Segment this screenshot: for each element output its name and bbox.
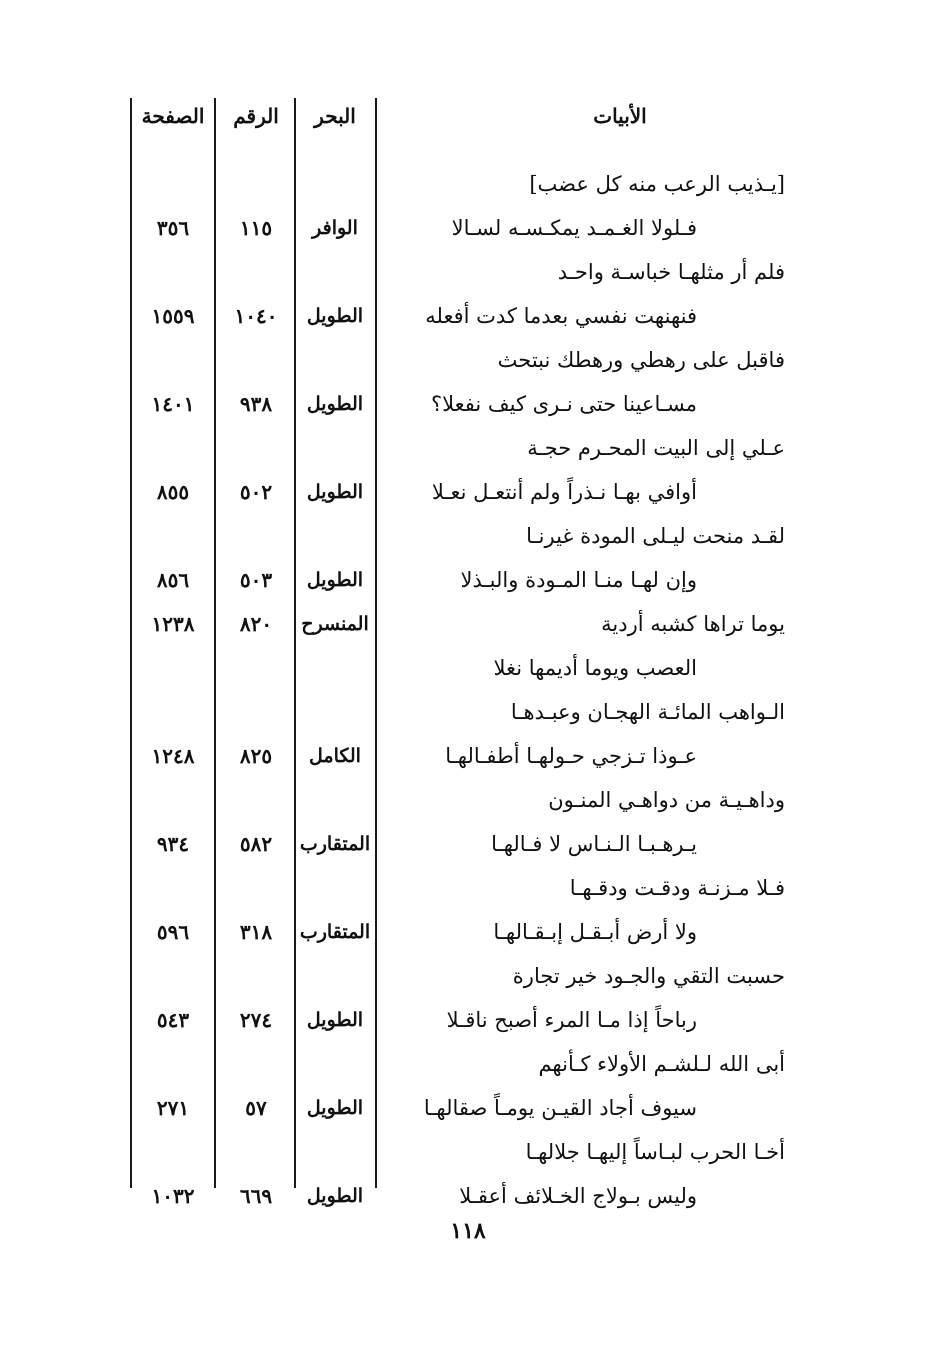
verse-line: سيوف أجاد القيـن يومـاً صقالهـا [423,1096,697,1120]
verse-line: ولا أرض أبـقـل إبـقـالهـا [493,920,697,944]
page-cell: ٢٧١ [156,1096,190,1120]
page-cell: ١٥٥٩ [151,304,195,328]
meter-cell: الطويل [306,1009,364,1031]
table-row [0,910,937,954]
page-cell: ١٢٤٨ [151,744,195,768]
meter-cell: الطويل [306,305,364,327]
table-row [0,822,937,866]
verse-line: [يـذيب الرعب منه كل عضب] [529,172,785,196]
table-row [0,954,937,998]
page-number: ١١٨ [450,1218,486,1244]
verse-line: وداهـيـة من دواهـي المنـون [548,788,785,812]
verse-line: يوما تراها كشبه أردية [601,612,785,636]
table-row [0,382,937,426]
verse-line: يـرهـبـا الـنـاس لا فـالهـا [491,832,697,856]
meter-cell: الطويل [306,393,364,415]
page-cell: ١٠٣٢ [151,1184,195,1208]
header-verses: الأبيات [593,104,647,128]
page-cell: ٥٩٦ [156,920,190,944]
verse-line: وإن لهـا منـا المـودة والبـذلا [460,568,697,592]
page-cell: ١٢٣٨ [151,612,195,636]
number-cell: ٢٧٤ [239,1008,273,1032]
table-row [0,1174,937,1218]
table-row [0,1042,937,1086]
meter-cell: الطويل [306,569,364,591]
number-cell: ٦٦٩ [239,1184,273,1208]
number-cell: ١٠٤٠ [234,304,278,328]
verse-line: أخـا الحرب لبـاساً إليهـا جلالهـا [525,1140,785,1164]
meter-cell: المنسرح [301,613,369,635]
table-row [0,690,937,734]
number-cell: ٥٠٣ [239,568,273,592]
table-row [0,162,937,206]
verse-line: فلم أر مثلهـا خباسـة واحـد [557,260,785,284]
meter-cell: الطويل [306,481,364,503]
table-row [0,250,937,294]
page-cell: ٣٥٦ [156,216,190,240]
verse-line: لقـد منحت ليـلى المودة غيرنـا [526,524,785,548]
verse-line: الـواهب المائـة الهجـان وعبـدهـا [510,700,785,724]
table-row [0,514,937,558]
table-row [0,778,937,822]
page-cell: ٩٣٤ [156,832,190,856]
header-number: الرقم [233,104,279,128]
meter-cell: الطويل [306,1185,364,1207]
number-cell: ٥٠٢ [239,480,273,504]
table-row [0,558,937,602]
header-page: الصفحة [141,104,205,128]
number-cell: ٥٧ [245,1096,267,1120]
number-cell: ٨٢٥ [239,744,273,768]
header-meter: البحر [314,104,356,128]
table-row [0,470,937,514]
verse-line: فنهنهت نفسي بعدما كدت أفعله [425,304,697,328]
table-row [0,426,937,470]
meter-cell: الكامل [309,745,361,767]
verse-line: حسبت التقي والجـود خير تجارة [512,964,785,988]
meter-cell: الوافر [312,217,358,239]
table-row [0,734,937,778]
verse-line: مسـاعينا حتى نـرى كيف نفعلا؟ [430,392,697,416]
verse-line: عـوذا تـزجي حـولهـا أطفـالهـا [445,744,697,768]
table-row [0,206,937,250]
table-row [0,998,937,1042]
page-cell: ٥٤٣ [156,1008,190,1032]
verse-line: فـلا مـزنـة ودقـت ودقـهـا [569,876,785,900]
number-cell: ٣١٨ [239,920,273,944]
table-row [0,338,937,382]
table-row [0,1130,937,1174]
table-row [0,1086,937,1130]
verse-line: وليس بـولاج الخـلائف أعقـلا [459,1184,697,1208]
verse-line: العصب ويوما أديمها نغلا [493,656,697,680]
table-row [0,646,937,690]
verse-line: فـلولا الغـمـد يمكـسـه لسـالا [451,216,697,240]
verse-line: أبى الله لـلشـم الأولاء كـأنهم [538,1052,785,1076]
number-cell: ٥٨٢ [239,832,273,856]
number-cell: ٨٢٠ [239,612,273,636]
verse-line: أوافي بهـا نـذراً ولم أنتعـل نعـلا [431,480,697,504]
verse-line: عـلي إلى البيت المحـرم حجـة [527,436,785,460]
table-row [0,294,937,338]
page-cell: ٨٥٦ [156,568,190,592]
verse-line: فاقبل على رهطي ورهطك نبتحث [497,348,785,372]
verse-line: رباحاً إذا مـا المرء أصبح ناقـلا [446,1008,697,1032]
table-row [0,602,937,646]
table-row [0,866,937,910]
meter-cell: المتقارب [299,833,371,855]
meter-cell: الطويل [306,1097,364,1119]
number-cell: ٩٣٨ [239,392,273,416]
meter-cell: المتقارب [299,921,371,943]
page-cell: ٨٥٥ [156,480,190,504]
page-cell: ١٤٠١ [151,392,195,416]
number-cell: ١١٥ [239,216,273,240]
